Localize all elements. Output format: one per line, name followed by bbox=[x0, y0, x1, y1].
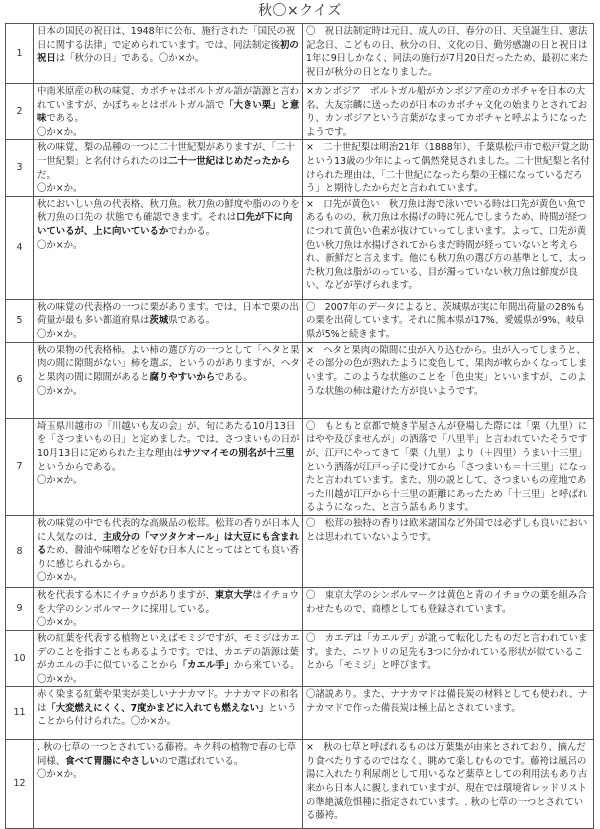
question-number: 3 bbox=[6, 140, 34, 196]
question-text-post: でわかる。 bbox=[168, 225, 216, 237]
answer-text: 〇諸説あり。また、ナナカマドは備長炭の材料としても使われ、ナナカマドで作った備長炭は極上品とされています。 bbox=[303, 687, 594, 740]
question-text-pre: 秋においしい魚の代表格、秋刀魚。秋刀魚の鮮度や脂ののりを秋刀魚の口先の 状態でも確認できます。それは bbox=[37, 198, 300, 224]
question-prompt: 〇か×か。 bbox=[37, 572, 83, 584]
answer-text: 〇 祝日法制定時は元日、成人の日、春分の日、天皇誕生日、憲法記念日、こどもの日、秋分の日、文化の日、勤労感謝の日と祝日は1年に9日しかなく、同法の施行が7月20日だったため、最初に来た祝日が秋分の日となりました。 bbox=[303, 24, 594, 84]
question-text bbox=[34, 418, 303, 515]
question-prompt: 〇か×か。 bbox=[37, 617, 83, 629]
quiz-row bbox=[6, 196, 594, 299]
quiz-row bbox=[6, 740, 594, 829]
question-text-emphasis: 初の祝日 bbox=[37, 39, 299, 65]
question-prompt: 〇か×か。 bbox=[37, 328, 83, 340]
quiz-row bbox=[6, 84, 594, 140]
question-text-post: は「秋分の日」である。〇か×か。 bbox=[55, 53, 205, 65]
quiz-row bbox=[6, 687, 594, 740]
question-text-pre: 中南米原産の秋の味覚、カボチャはポルトガル語が語源と言われていますが、かぼちゃとはポルトガル語で bbox=[37, 86, 299, 111]
quiz-row bbox=[6, 418, 594, 515]
question-text-emphasis: 東京大学 bbox=[214, 589, 253, 601]
answer-text: ×カンボジア ポルトガル船がカンボジア産のカボチャを日本の大名、大友宗麟に送ったのが日本のカボチャ文化の始まりとされており、カンボジアという言葉がなまってカボチャと呼ぶようになったようです。 bbox=[303, 84, 594, 140]
question-text-post: から来ている。〇か×か。 bbox=[37, 660, 300, 685]
answer-text: 〇 もともと京都で焼き芋屋さんが登場した際には「栗（九里）にはやや及びませんが」の洒落で「八里半」と言われていたそうですが、江戸にやってきて「栗（九里）より（＋四里）うまい十三里」という洒落が江戸っ子に受けてから「さつまいも＝十三里」になったと言われています。また、別の説として、さつまいもの産地であった川越が江戸から十三里の距離にあったため「十三里」と呼ばれるようになった、と言う話もあります。 bbox=[303, 418, 594, 515]
page-title: 秋〇×クイズ bbox=[258, 3, 342, 19]
question-prompt: 〇か×か。 bbox=[37, 126, 83, 138]
quiz-row bbox=[6, 299, 594, 342]
question-text-post: ので選ばれている。 bbox=[158, 755, 244, 767]
question-text-post: ため、醤油や味噌などを好む日本人にとってはとても良い香りに感じられるから。 bbox=[37, 545, 299, 570]
answer-text: 〇 2007年のデータによると、茨城県が実に年間出荷量の28%もの栗を出荷しています。それに熊本県が17%、愛媛県が9%、岐阜県が5%と続きます。 bbox=[303, 299, 594, 342]
question-prompt: 〇か×か。 bbox=[37, 385, 83, 397]
question-text-emphasis: サツマイモの別名が十三里 bbox=[182, 447, 295, 459]
question-prompt: 〇か×か。 bbox=[37, 239, 83, 251]
question-text bbox=[34, 342, 303, 418]
question-text-pre: 秋の味覚の中でも代表的な高級品の松茸。松茸の香りが日本人に人気なのは、 bbox=[37, 517, 300, 543]
quiz-row bbox=[6, 140, 594, 196]
question-number: 9 bbox=[6, 587, 34, 630]
question-text-pre: 秋の味覚の代表格の一つに栗があります。では、日本で栗の出荷量が最も多い都道府県は bbox=[37, 301, 299, 327]
question-number: 8 bbox=[6, 515, 34, 587]
question-prompt: 〇か×か。 bbox=[37, 475, 83, 487]
quiz-row bbox=[6, 587, 594, 630]
question-text-post: である。 bbox=[215, 371, 253, 383]
question-text bbox=[34, 24, 303, 84]
question-text-emphasis: 茨城 bbox=[149, 315, 169, 327]
answer-text: × 二十世紀梨は明治21年（1888年）、千葉県松戸市で松戸覚之助という13歳の少年によって偶然発見されました。二十世紀梨と名付けられた理由は、「二十世紀になったら梨の王様になっているだろう」と期待したからだと言われています。 bbox=[303, 140, 594, 196]
question-text bbox=[34, 515, 303, 587]
question-text-pre: . 秋の七草の一つとされている藤袴。キク科の植物で春の七草同様、 bbox=[37, 742, 297, 767]
answer-text: × ヘタと果肉の隙間に虫が入り込むから。虫が入ってしまうと、その部分の色が熟れたように変色して、果肉が軟らかくなってしまいます。このような状態のことを「色虫実」といいますが、このような状態の柿は避けた方が良いようです。 bbox=[303, 342, 594, 418]
question-text bbox=[34, 196, 303, 299]
answer-text: × 口先が黄色い 秋刀魚は海で泳いでいる時は口先が黄色い魚であるものの、秋刀魚は水揚げの時に死んでしまうため、時間が経つにつれて黄色い色素が抜けていってしまいます。よって、口先が黄色い秋刀魚は水揚げされてからまだ時間が経っていないと考えられ、新鮮だと言えます。他にも秋刀魚の選び方の基準として、太った秋刀魚は脂がのっている、目が濁っていない秋刀魚は鮮度が良い、などが挙げられます。 bbox=[303, 196, 594, 299]
quiz-row bbox=[6, 342, 594, 418]
question-text-post: というからである。 bbox=[37, 461, 122, 473]
question-text-pre: 埼玉県川越市の「川越いも友の会」が、旬にあたる10月13日を「さつまいもの日」と定めました。では、さつまいもの日が10月13日に定められた主な理由は bbox=[37, 420, 300, 459]
question-text-pre: 秋を代表する木にイチョウがありますが、 bbox=[37, 589, 215, 601]
question-number: 7 bbox=[6, 418, 34, 515]
question-number: 11 bbox=[6, 687, 34, 740]
quiz-row bbox=[6, 630, 594, 686]
question-text-post: である。 bbox=[46, 113, 84, 125]
question-text-emphasis: 食べて胃腸にやさしい bbox=[65, 755, 159, 767]
quiz-table bbox=[5, 23, 594, 829]
question-text-pre: 秋の味覚、梨の品種の一つに二十世紀梨がありますが、「二十一世紀梨」と名付けられたのは bbox=[37, 142, 295, 167]
question-text-post: 県である。 bbox=[168, 315, 216, 327]
question-prompt: 〇か×か。 bbox=[37, 183, 83, 195]
answer-text: 〇 カエデは「カエルデ」が訛って転化したものだと言われています。また、ニワトリの足先も3つに分かれている形状が似ていることから「モミジ」と呼びます。 bbox=[303, 630, 594, 686]
answer-text: × 秋の七草と呼ばれるものは万葉集が由来とされており、摘んだり食べたりするのではなく、眺めて楽しむものです。藤袴は風呂の湯に入れたり利尿剤として用いるなど薬草としての利用法もあり古来から日本人に親しまれていますが、現在では環境省レッドリストの準絶滅危惧種に指定されています。. 秋の七草の一つとされている藤袴。 bbox=[303, 740, 594, 829]
question-text-emphasis: 主成分の「マツタケオール」は大豆にも含まれる bbox=[37, 531, 299, 557]
question-text bbox=[34, 630, 303, 686]
question-number: 4 bbox=[6, 196, 34, 299]
question-text bbox=[34, 740, 303, 829]
question-text-emphasis: 二十一世紀はじめだったから bbox=[168, 155, 291, 167]
question-text-emphasis: 「大きい栗」と意味 bbox=[37, 99, 300, 125]
quiz-row bbox=[6, 515, 594, 587]
question-prompt: 〇か×か。 bbox=[37, 769, 83, 781]
question-text-emphasis: 「カエル手」 bbox=[177, 660, 234, 672]
question-text-pre: 秋の果物の代表格柿。よい柿の選び方の一つとして「ヘタと果肉の間に隙間がない」柿を選ぶ、というのがありますが、ヘタと果肉の間に隙間があると bbox=[37, 344, 300, 383]
answer-text: 〇 松茸の独特の香りは欧米諸国など外国では必ずしも良いにおいとは思われていないようです。 bbox=[303, 515, 594, 587]
question-text bbox=[34, 587, 303, 630]
question-text-post: はイチョウを大学のシンボルマークに採用している。 bbox=[37, 589, 299, 615]
question-number: 2 bbox=[6, 84, 34, 140]
question-text-pre: 日本の国民の祝日は、1948年に公布、施行された「国民の祝日に関する法律」で定められています。では、同法制定後 bbox=[37, 26, 296, 51]
question-text-emphasis: 腐りやすいから bbox=[149, 371, 216, 383]
question-text bbox=[34, 84, 303, 140]
quiz-row bbox=[6, 24, 594, 84]
answer-text: 〇 東京大学のシンボルマークは黄色と青のイチョウの葉を組み合わせたもので、商標としても登録されています。 bbox=[303, 587, 594, 630]
question-number: 5 bbox=[6, 299, 34, 342]
question-text bbox=[34, 299, 303, 342]
question-text-post: だ。 bbox=[37, 169, 56, 181]
question-text-pre: 赤く染まる紅葉や果実が美しいナナカマド。ナナカマドの和名は bbox=[37, 689, 299, 714]
question-text-pre: 秋の紅葉を代表する植物といえばモミジですが、モミジはカエデのことを指すこともあるようです。では、カエデの語源は葉がカエルの手に似ていることから bbox=[37, 632, 300, 672]
question-text bbox=[34, 140, 303, 196]
question-number: 1 bbox=[6, 24, 34, 84]
question-text-emphasis: 「大変燃えにくく、7度かまどに入れても燃えない」 bbox=[46, 702, 269, 714]
question-number: 12 bbox=[6, 740, 34, 829]
question-text bbox=[34, 687, 303, 740]
question-text-emphasis: 口先が下に向いているが、上に向いているか bbox=[37, 212, 293, 237]
question-text-post: ということから付けられた。〇か×か。 bbox=[37, 702, 297, 728]
question-number: 10 bbox=[6, 630, 34, 686]
question-number: 6 bbox=[6, 342, 34, 418]
